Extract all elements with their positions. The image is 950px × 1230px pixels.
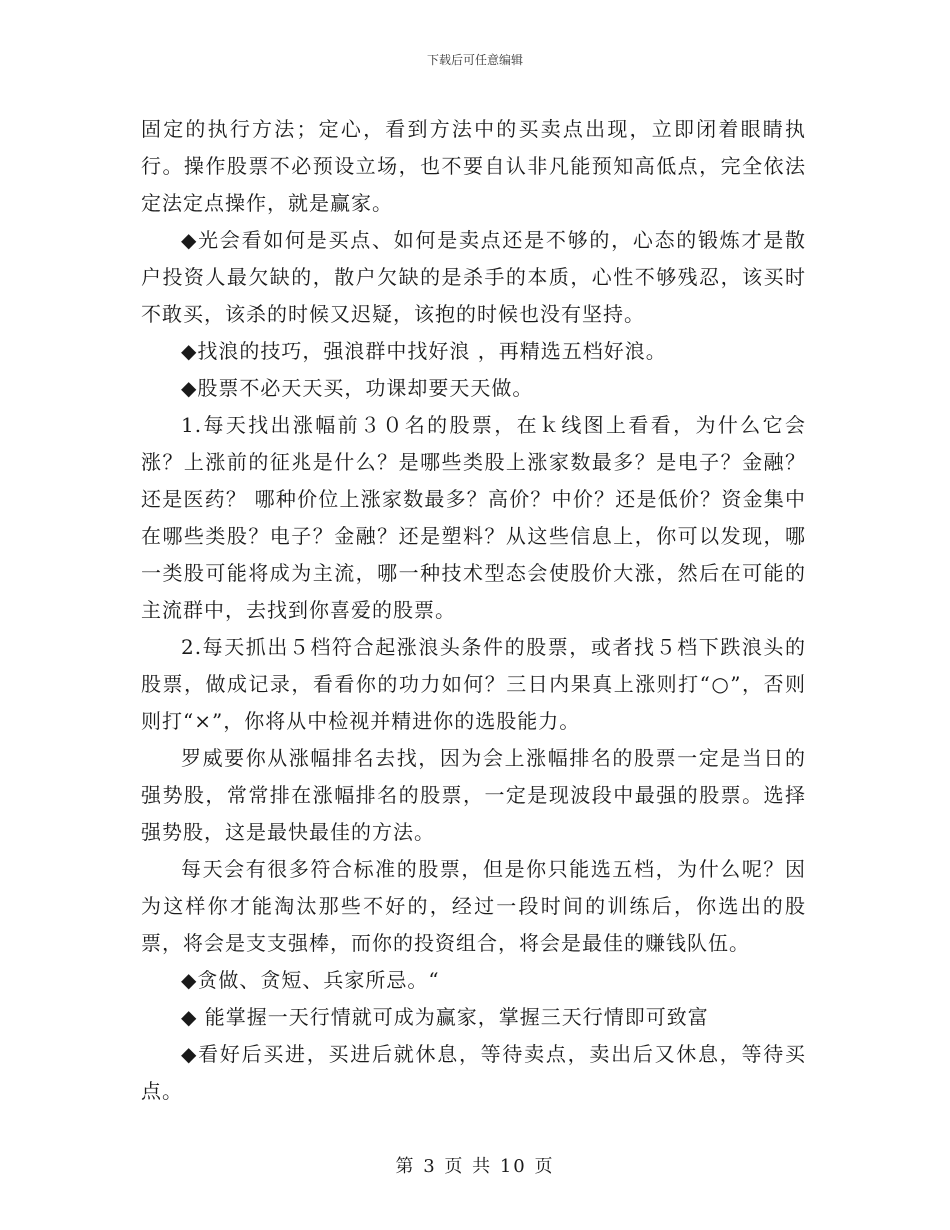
paragraph-item-2: 2.每天抓出５档符合起涨浪头条件的股票，或者找５档下跌浪头的股票，做成记录，看看你的功力如何？三日内果真上涨则打“○”，否则则打“×”，你将从中检视并精进你的选股能力。 [141,635,806,733]
paragraph-homework: ◆股票不必天天买，功课却要天天做。 [181,376,534,400]
paragraph-wave-technique: ◆找浪的技巧，强浪群中找好浪 ，再精选五档好浪。 [181,339,667,363]
page-header: 下载后可任意编辑 [426,53,523,67]
paragraph-five-picks: 每天会有很多符合标准的股票，但是你只能选五档，为什么呢？因为这样你才能淘汰那些不好的，经过一段时间的训练后，你选出的股票，将会是支支强棒，而你的投资组合，将会是最佳的赚钱队伍。 [141,857,806,955]
page-number: 第 3 页 共 10 页 [395,1156,555,1177]
paragraph-ranking: 罗威要你从涨幅排名去找，因为会上涨幅排名的股票一定是当日的强势股，常常排在涨幅排名的股票，一定是现波段中最强的股票。选择强势股，这是最快最佳的方法。 [141,746,806,844]
paragraph-one-day: ◆ 能掌握一天行情就可成为赢家，掌握三天行情即可致富 [181,1005,709,1029]
document-body [141,111,806,1110]
paragraph-item-1: 1.每天找出涨幅前３０名的股票，在ｋ线图上看看，为什么它会涨？上涨前的征兆是什么？是哪些类股上涨家数最多？是电子？金融？还是医药？ 哪种价位上涨家数最多？高价？中价？还是低价？资金集中在哪些类股？电子？金融？还是塑料？从这些信息上，你可以发现，哪一类股可能将成为主流，哪一种技术型态会使股价大涨，然后在可能的主流群中，去找到你喜爱的股票。 [141,413,806,622]
paragraph-buy-rest: ◆看好后买进，买进后就休息，等待卖点，卖出后又休息，等待买点。 [141,1042,806,1103]
paragraph-mindset: ◆光会看如何是买点、如何是卖点还是不够的，心态的锻炼才是散户投资人最欠缺的，散户欠缺的是杀手的本质，心性不够残忍，该买时不敢买，该杀的时候又迟疑，该抱的时候也没有坚持。 [141,228,806,326]
paragraph-continuation: 固定的执行方法；定心，看到方法中的买卖点出现，立即闭着眼睛执行。操作股票不必预设立场，也不要自认非凡能预知高低点，完全依法定法定点操作，就是赢家。 [141,117,806,215]
paragraph-greed: ◆贪做、贪短、兵家所忌。“ [181,968,440,992]
